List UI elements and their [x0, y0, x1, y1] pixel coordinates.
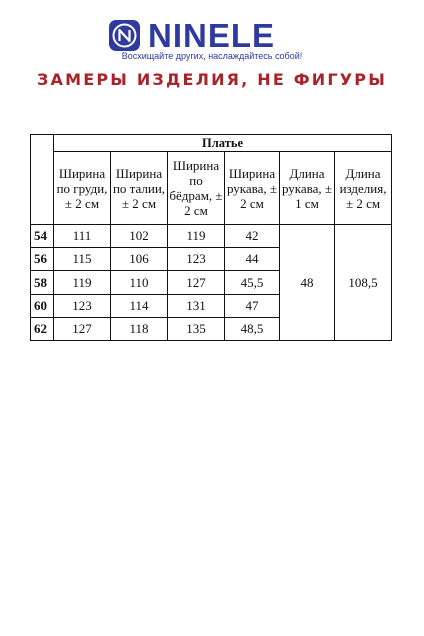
chest-cell: 123 — [54, 295, 111, 318]
hips-cell: 119 — [168, 225, 225, 248]
sleeve-width-cell: 48,5 — [225, 318, 280, 341]
column-header-waist: Ширина по талии, ± 2 см — [111, 152, 168, 225]
sleeve-width-cell: 45,5 — [225, 271, 280, 295]
size-cell: 56 — [31, 248, 54, 271]
table-row — [31, 225, 392, 248]
size-cell: 58 — [31, 271, 54, 295]
waist-cell: 106 — [111, 248, 168, 271]
column-header-sleeve-width: Ширина рукава, ± 2 см — [225, 152, 280, 225]
chest-cell: 119 — [54, 271, 111, 295]
sleeve-length-cell: 48 — [280, 225, 335, 341]
garment-length-cell: 108,5 — [335, 225, 392, 341]
waist-cell: 110 — [111, 271, 168, 295]
hips-cell: 123 — [168, 248, 225, 271]
table-title: Платье — [54, 135, 392, 152]
waist-cell: 118 — [111, 318, 168, 341]
chest-cell: 115 — [54, 248, 111, 271]
column-header-hips: Ширина по бёдрам, ± 2 см — [168, 152, 225, 225]
size-cell: 54 — [31, 225, 54, 248]
sleeve-width-cell: 44 — [225, 248, 280, 271]
column-header-garment-length: Длина изделия, ± 2 см — [335, 152, 392, 225]
brand-tagline: Восхищайте других, наслаждайтесь собой! — [121, 51, 303, 61]
size-cell: 62 — [31, 318, 54, 341]
sleeve-width-cell: 42 — [225, 225, 280, 248]
waist-cell: 102 — [111, 225, 168, 248]
hips-cell: 131 — [168, 295, 225, 318]
column-header-chest: Ширина по груди, ± 2 см — [54, 152, 111, 225]
hips-cell: 135 — [168, 318, 225, 341]
chest-cell: 127 — [54, 318, 111, 341]
size-table — [30, 134, 392, 341]
chest-cell: 111 — [54, 225, 111, 248]
page-heading: ЗАМЕРЫ ИЗДЕЛИЯ, НЕ ФИГУРЫ — [36, 70, 388, 89]
brand-name: NINELE — [148, 16, 276, 54]
sleeve-width-cell: 47 — [225, 295, 280, 318]
size-header-cell — [31, 135, 54, 225]
n-monogram-icon — [108, 19, 141, 52]
column-header-sleeve-length: Длина рукава, ± 1 см — [280, 152, 335, 225]
hips-cell: 127 — [168, 271, 225, 295]
brand-logo — [108, 18, 275, 52]
size-cell: 60 — [31, 295, 54, 318]
waist-cell: 114 — [111, 295, 168, 318]
